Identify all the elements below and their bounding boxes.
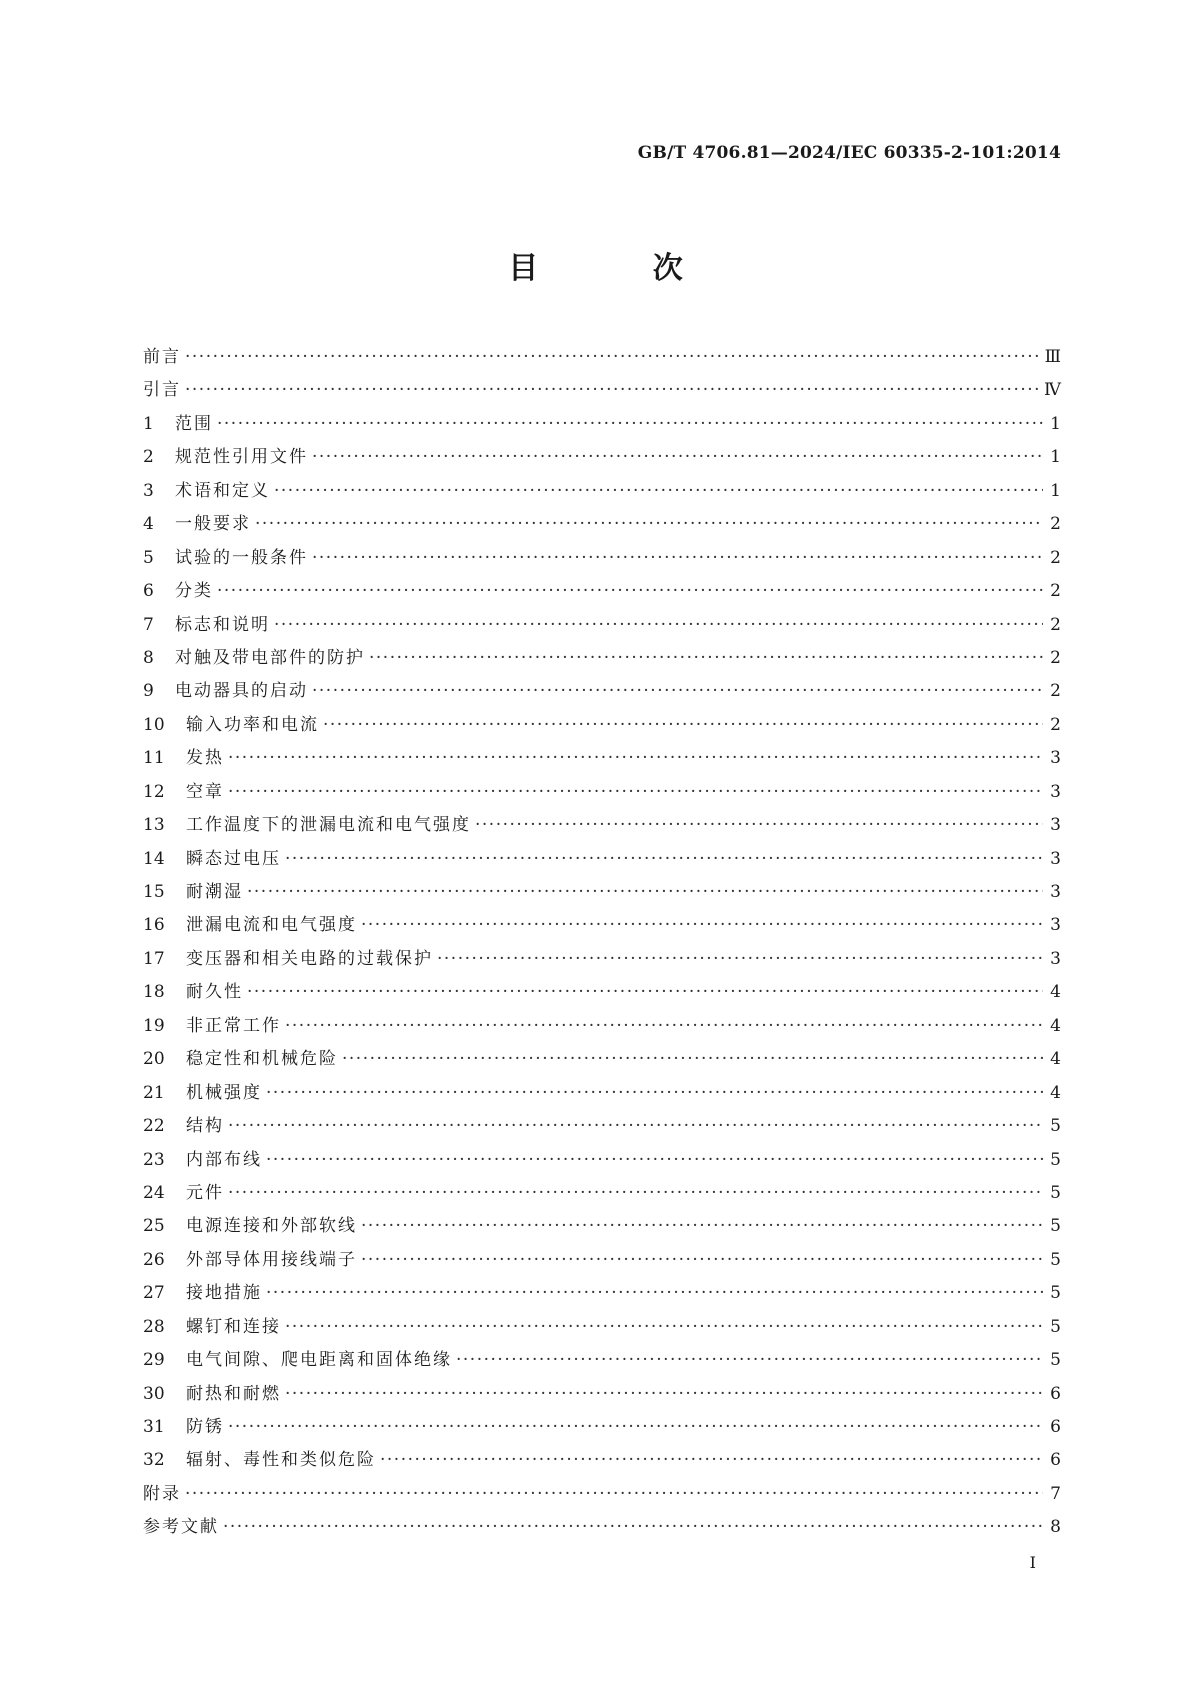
toc-entry[interactable] [143, 776, 1061, 809]
toc-entry[interactable] [143, 374, 1061, 407]
toc-entry-number: 30 [143, 1383, 165, 1404]
toc-entry[interactable] [143, 609, 1061, 642]
toc-dot-leader [247, 976, 1043, 1009]
toc-dot-leader [228, 742, 1043, 775]
toc-entry-page: 2 [1050, 681, 1061, 702]
toc-entry-label: 接地措施 [186, 1283, 262, 1304]
toc-entry-number: 19 [143, 1015, 165, 1036]
toc-entry-label: 引言 [143, 380, 181, 401]
toc-dot-leader [266, 1077, 1043, 1110]
toc-entry[interactable] [143, 1077, 1061, 1110]
toc-entry-page: 3 [1050, 882, 1061, 902]
toc-entry-number: 4 [143, 514, 154, 535]
toc-entry[interactable] [143, 1144, 1061, 1177]
toc-dot-leader [361, 1244, 1043, 1277]
toc-entry-label: 耐久性 [186, 982, 243, 1003]
toc-entry-number: 2 [143, 447, 154, 468]
toc-entry-number: 1 [143, 413, 154, 434]
toc-dot-leader [361, 909, 1043, 942]
toc-dot-leader [361, 1210, 1043, 1243]
toc-entry-number: 12 [143, 781, 165, 802]
toc-dot-leader [223, 1511, 1043, 1544]
toc-entry-number: 16 [143, 915, 165, 936]
standard-code: GB/T 4706.81—2024/IEC 60335-2-101:2014 [637, 143, 1061, 163]
toc-entry-page: 6 [1050, 1450, 1061, 1471]
toc-dot-leader [456, 1344, 1043, 1377]
toc-entry[interactable] [143, 976, 1061, 1009]
toc-entry[interactable] [143, 575, 1061, 608]
toc-entry-label: 内部布线 [186, 1149, 262, 1170]
toc-entry-page: 5 [1050, 1216, 1061, 1237]
toc-entry-label: 瞬态过电压 [186, 848, 281, 869]
toc-entry-label: 非正常工作 [186, 1015, 281, 1036]
toc-dot-leader [228, 1110, 1043, 1143]
toc-entry-number: 23 [143, 1149, 165, 1170]
toc-entry[interactable] [143, 1444, 1061, 1477]
toc-entry-label: 螺钉和连接 [186, 1316, 281, 1337]
toc-dot-leader [217, 408, 1043, 441]
toc-entry-page: Ⅲ [1044, 347, 1061, 367]
toc-entry-label: 发热 [186, 748, 224, 769]
toc-dot-leader [312, 675, 1043, 708]
toc-entry[interactable] [143, 1110, 1061, 1143]
toc-entry-page: 5 [1050, 1249, 1061, 1270]
toc-entry-number: 29 [143, 1350, 165, 1371]
toc-entry[interactable] [143, 1478, 1061, 1511]
toc-entry-label: 工作温度下的泄漏电流和电气强度 [186, 815, 471, 836]
toc-dot-leader [185, 1478, 1043, 1511]
toc-entry-label: 防锈 [186, 1417, 224, 1437]
toc-entry-label: 范围 [175, 413, 213, 434]
toc-dot-leader [185, 374, 1040, 407]
toc-entry-page: 6 [1050, 1383, 1061, 1404]
toc-entry[interactable] [143, 1311, 1061, 1344]
toc-dot-leader [274, 609, 1043, 642]
toc-entry-page: 4 [1050, 1082, 1061, 1103]
toc-entry-page: 2 [1050, 614, 1061, 635]
toc-entry-page: 2 [1050, 514, 1061, 535]
toc-entry[interactable] [143, 1043, 1061, 1076]
toc-entry-page: 5 [1050, 1283, 1061, 1304]
toc-entry[interactable] [143, 1511, 1061, 1544]
toc-dot-leader [285, 1010, 1043, 1043]
toc-entry-page: 3 [1050, 815, 1061, 836]
toc-entry-page: 7 [1050, 1483, 1061, 1504]
toc-dot-leader [228, 776, 1043, 809]
toc-entry-page: 1 [1050, 480, 1061, 501]
toc-entry[interactable] [143, 1177, 1061, 1210]
toc-entry-label: 电源连接和外部软线 [186, 1216, 357, 1237]
toc-entry[interactable] [143, 809, 1061, 842]
toc-dot-leader [266, 1144, 1043, 1177]
toc-entry[interactable] [143, 441, 1061, 474]
toc-entry-label: 辐射、毒性和类似危险 [186, 1450, 376, 1471]
toc-entry[interactable] [143, 909, 1061, 942]
toc-dot-leader [380, 1444, 1043, 1477]
toc-entry-page: 5 [1050, 1182, 1061, 1203]
toc-entry-number: 9 [143, 681, 154, 702]
toc-entry-label: 输入功率和电流 [186, 714, 319, 735]
toc-entry-label: 分类 [175, 581, 213, 602]
toc-entry-page: 5 [1050, 1116, 1061, 1137]
toc-dot-leader [312, 542, 1043, 575]
toc-entry-page: 1 [1050, 413, 1061, 434]
toc-entry-number: 20 [143, 1049, 165, 1070]
toc-dot-leader [342, 1043, 1043, 1076]
toc-entry-number: 8 [143, 647, 154, 668]
toc-entry-label: 结构 [186, 1116, 224, 1137]
toc-entry-page: 2 [1050, 714, 1061, 735]
toc-entry[interactable] [143, 876, 1061, 909]
toc-entry[interactable] [143, 508, 1061, 541]
toc-entry-label: 规范性引用文件 [175, 447, 308, 468]
toc-entry[interactable] [143, 475, 1061, 508]
toc-dot-leader [228, 1411, 1043, 1444]
toc-entry-label: 稳定性和机械危险 [186, 1049, 338, 1070]
toc-entry-label: 元件 [186, 1182, 224, 1203]
toc-entry-page: 2 [1050, 647, 1061, 668]
toc-entry-page: 5 [1050, 1316, 1061, 1337]
toc-entry-number: 6 [143, 581, 154, 602]
toc-entry-number: 32 [143, 1450, 165, 1471]
toc-dot-leader [312, 441, 1043, 474]
toc-entry-page: 3 [1050, 915, 1061, 936]
toc-entry[interactable] [143, 1244, 1061, 1277]
toc-entry-number: 14 [143, 848, 165, 869]
toc-entry-label: 前言 [143, 347, 181, 367]
toc-entry-number: 11 [143, 748, 165, 769]
toc-entry[interactable] [143, 943, 1061, 976]
toc-entry-number: 13 [143, 815, 165, 836]
toc-entry[interactable] [143, 709, 1061, 742]
toc-dot-leader [217, 575, 1043, 608]
toc-entry-label: 耐潮湿 [186, 882, 243, 902]
toc-entry-number: 27 [143, 1283, 165, 1304]
toc-entry-number: 15 [143, 882, 165, 902]
toc-entry-number: 28 [143, 1316, 165, 1337]
toc-entry-number: 3 [143, 480, 154, 501]
toc-dot-leader [266, 1277, 1043, 1310]
toc-entry-number: 24 [143, 1182, 165, 1203]
toc-entry-label: 泄漏电流和电气强度 [186, 915, 357, 936]
toc-entry-page: 4 [1050, 1015, 1061, 1036]
toc-entry[interactable] [143, 1344, 1061, 1377]
toc-entry-label: 变压器和相关电路的过载保护 [186, 948, 433, 969]
toc-entry-number: 17 [143, 948, 165, 969]
toc-entry-page: 3 [1050, 848, 1061, 869]
toc-entry[interactable] [143, 1010, 1061, 1043]
toc-entry-label: 一般要求 [175, 514, 251, 535]
toc-entry[interactable] [143, 408, 1061, 441]
toc-entry-number: 18 [143, 982, 165, 1003]
toc-entry-page: 3 [1050, 948, 1061, 969]
toc-entry-number: 31 [143, 1417, 165, 1437]
toc-entry-number: 25 [143, 1216, 165, 1237]
toc-entry-label: 参考文献 [143, 1517, 219, 1538]
toc-dot-leader [437, 943, 1043, 976]
toc-entry[interactable] [143, 1411, 1061, 1444]
toc-entry[interactable] [143, 843, 1061, 876]
toc-entry-label: 空章 [186, 781, 224, 802]
toc-entry[interactable] [143, 1210, 1061, 1243]
toc-dot-leader [285, 1311, 1043, 1344]
toc-entry-number: 7 [143, 614, 154, 635]
toc-dot-leader [323, 709, 1043, 742]
toc-entry-page: 8 [1050, 1517, 1061, 1538]
toc-entry-page: 2 [1050, 581, 1061, 602]
toc-dot-leader [255, 508, 1043, 541]
toc-entry-page: 5 [1050, 1149, 1061, 1170]
toc-entry-label: 电动器具的启动 [175, 681, 308, 702]
toc-entry-page: Ⅳ [1044, 380, 1061, 401]
toc-entry[interactable] [143, 642, 1061, 675]
toc-dot-leader [185, 341, 1041, 374]
toc-dot-leader [285, 1378, 1043, 1411]
toc-entry-number: 26 [143, 1249, 165, 1270]
toc-entry[interactable] [143, 1378, 1061, 1411]
toc-entry-page: 6 [1050, 1417, 1061, 1437]
toc-entry[interactable] [143, 341, 1061, 374]
toc-dot-leader [475, 809, 1043, 842]
toc-entry-page: 5 [1050, 1350, 1061, 1371]
toc-entry[interactable] [143, 742, 1061, 775]
toc-entry-page: 3 [1050, 748, 1061, 769]
toc-entry[interactable] [143, 542, 1061, 575]
toc-dot-leader [369, 642, 1043, 675]
toc-entry-label: 标志和说明 [175, 614, 270, 635]
toc-entry-page: 3 [1050, 781, 1061, 802]
table-of-contents [143, 341, 1061, 1545]
toc-entry-number: 5 [143, 547, 154, 568]
toc-entry-number: 10 [143, 714, 165, 735]
toc-entry-page: 2 [1050, 547, 1061, 568]
toc-entry[interactable] [143, 1277, 1061, 1310]
toc-entry-label: 外部导体用接线端子 [186, 1249, 357, 1270]
toc-entry-label: 术语和定义 [175, 480, 270, 501]
toc-entry-label: 机械强度 [186, 1082, 262, 1103]
toc-entry-label: 电气间隙、爬电距离和固体绝缘 [186, 1350, 452, 1371]
toc-dot-leader [247, 876, 1043, 909]
toc-entry-page: 1 [1050, 447, 1061, 468]
toc-entry-number: 22 [143, 1116, 165, 1137]
toc-entry-page: 4 [1050, 1049, 1061, 1070]
page-title: 目 次 [508, 251, 735, 286]
toc-entry-label: 试验的一般条件 [175, 547, 308, 568]
toc-dot-leader [228, 1177, 1043, 1210]
toc-entry-label: 附录 [143, 1483, 181, 1504]
toc-entry[interactable] [143, 675, 1061, 708]
toc-entry-label: 对触及带电部件的防护 [175, 647, 365, 668]
toc-entry-page: 4 [1050, 982, 1061, 1003]
toc-dot-leader [285, 843, 1043, 876]
page-number: I [1029, 1553, 1036, 1572]
toc-entry-label: 耐热和耐燃 [186, 1383, 281, 1404]
toc-entry-number: 21 [143, 1082, 165, 1103]
toc-dot-leader [274, 475, 1043, 508]
